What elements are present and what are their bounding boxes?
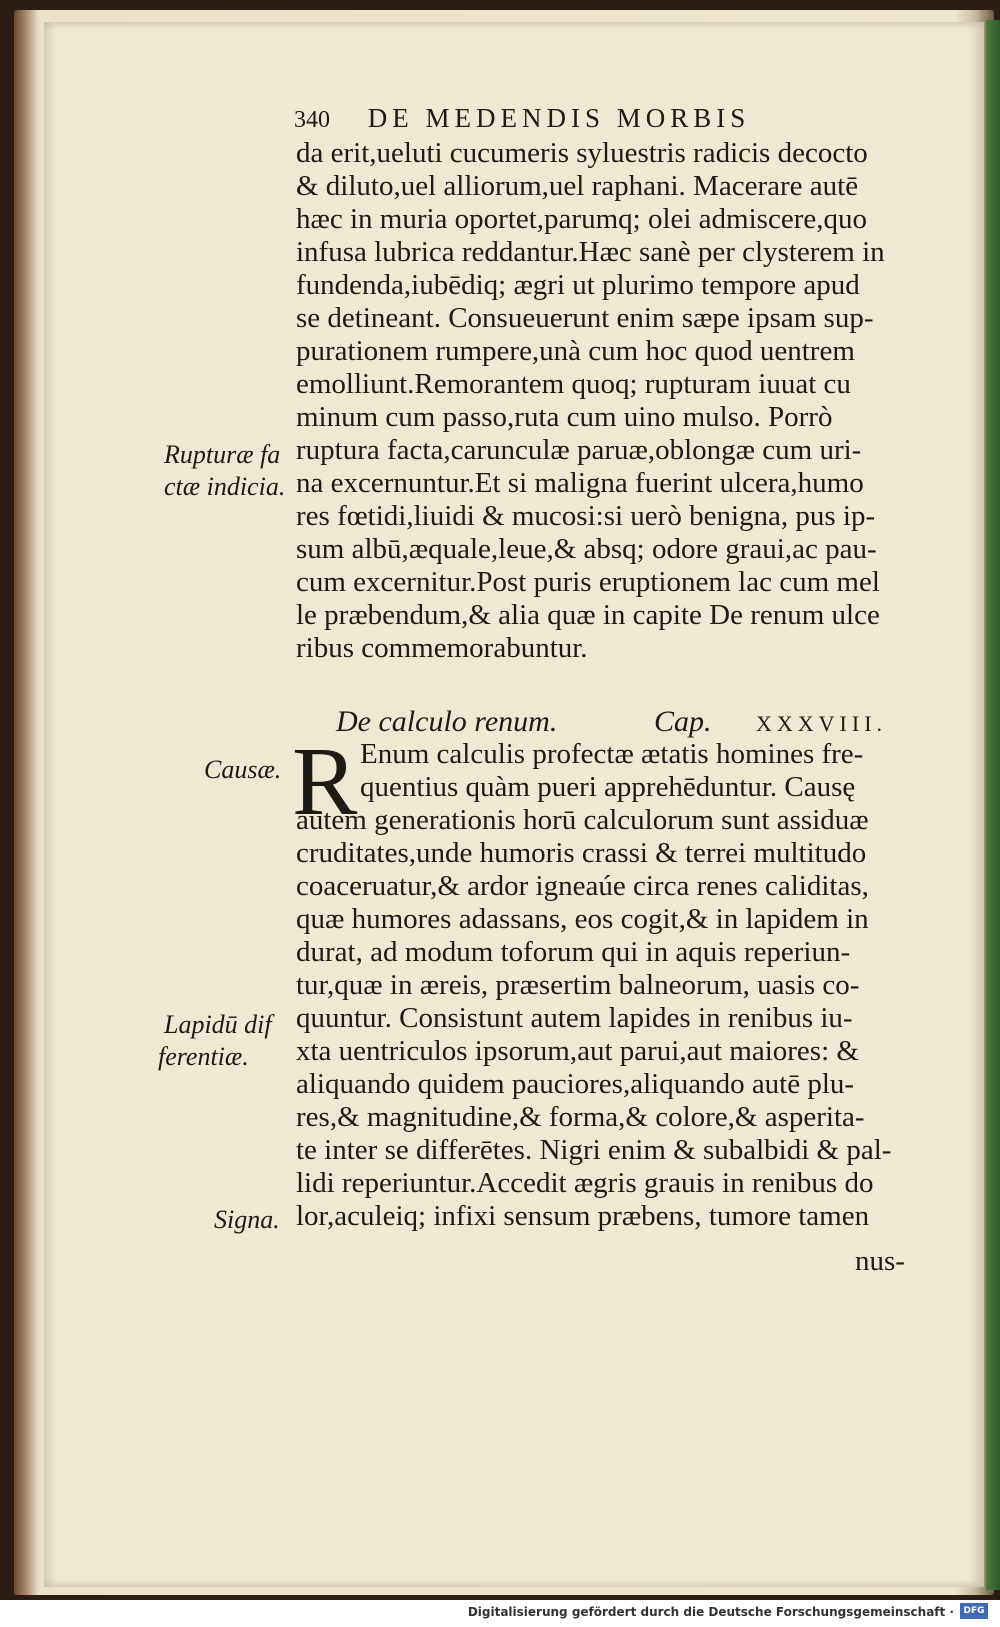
text-line: quæ humores adassans, eos cogit,& in lapidem in bbox=[296, 903, 869, 935]
text-line: ribus commemorabuntur. bbox=[296, 632, 588, 664]
text-line: res,& magnitudine,& forma,& colore,& asperita- bbox=[296, 1101, 865, 1133]
text-line: minum cum passo,ruta cum uino mulso. Porrò bbox=[296, 401, 833, 433]
text-line: quentius quàm pueri apprehēduntur. Causę bbox=[360, 771, 856, 803]
text-line: res fœtidi,liuidi & mucosi:si uerò benigna, pus ip- bbox=[296, 500, 876, 532]
text-line: durat, ad modum toforum qui in aquis reperiun- bbox=[296, 936, 851, 968]
text-line: se detineant. Consueuerunt enim sæpe ipsam sup- bbox=[296, 302, 874, 334]
footer-bar bbox=[0, 1601, 1000, 1627]
text-line: autem generationis horū calculorum sunt assiduæ bbox=[296, 804, 869, 836]
text-line: infusa lubrica reddantur.Hæc sanè per clysterem in bbox=[296, 236, 885, 268]
margin-note: ctæ indicia. bbox=[164, 472, 286, 501]
text-line: cruditates,unde humoris crassi & terrei multitudo bbox=[296, 837, 867, 869]
chapter-title: De calculo renum. bbox=[336, 705, 558, 738]
text-line: te inter se differētes. Nigri enim & subalbidi & pal- bbox=[296, 1134, 892, 1166]
text-line: aliquando quidem pauciores,aliquando autē plu- bbox=[296, 1068, 855, 1100]
text-line: & diluto,uel alliorum,uel raphani. Macerare autē bbox=[296, 170, 859, 202]
chapter-number: XXXVIII. bbox=[756, 711, 888, 736]
margin-note: Signa. bbox=[214, 1205, 280, 1234]
text-line: xta uentriculos ipsorum,aut parui,aut maiores: & bbox=[296, 1035, 859, 1067]
text-line: tur,quæ in æreis, præsertim balneorum, uasis co- bbox=[296, 969, 860, 1001]
text-line: Enum calculis profectæ ætatis homines fre- bbox=[360, 738, 864, 770]
text-line: fundenda,iubēdiq; ægri ut plurimo tempore apud bbox=[296, 269, 860, 301]
text-line: cum excernitur.Post puris eruptionem lac cum mel bbox=[296, 566, 880, 598]
catchword: nus- bbox=[855, 1245, 905, 1277]
running-title: DE MEDENDIS MORBIS bbox=[367, 103, 751, 133]
color-strip bbox=[986, 20, 1000, 1590]
text-line: lor,aculeiq; infixi sensum præbens, tumore tamen bbox=[296, 1200, 870, 1232]
text-line: emolliunt.Remorantem quoq; rupturam iuuat cu bbox=[296, 368, 851, 400]
text-line: ruptura facta,carunculæ paruæ,oblongæ cum uri- bbox=[296, 434, 862, 466]
text-line: da erit,ueluti cucumeris syluestris radicis decocto bbox=[296, 137, 868, 169]
chapter-cap-label: Cap. bbox=[654, 705, 712, 738]
text-line: hæc in muria oportet,parumq; olei admiscere,quo bbox=[296, 203, 867, 235]
margin-note: ferentiæ. bbox=[158, 1042, 249, 1071]
text-line: lidi reperiuntur.Accedit ægris grauis in renibus do bbox=[296, 1167, 874, 1199]
margin-note: Lapidū dif bbox=[164, 1010, 272, 1039]
page-number: 340 bbox=[294, 107, 330, 133]
text-line: quuntur. Consistunt autem lapides in renibus iu- bbox=[296, 1002, 853, 1034]
text-line: le præbendum,& alia quæ in capite De renum ulce bbox=[296, 599, 880, 631]
text-line: na excernuntur.Et si maligna fuerint ulcera,humo bbox=[296, 467, 864, 499]
text-line: sum albū,æquale,leue,& absq; odore graui,ac pau- bbox=[296, 533, 877, 565]
text-line: purationem rumpere,unà cum hoc quod uentrem bbox=[296, 335, 855, 367]
margin-note: Rupturæ fa bbox=[164, 440, 281, 469]
drop-capital: R bbox=[292, 728, 358, 836]
dfg-logo: DFG bbox=[960, 1603, 988, 1619]
text-line: coaceruatur,& ardor igneaúe circa renes caliditas, bbox=[296, 870, 869, 902]
margin-note: Causæ. bbox=[204, 755, 282, 784]
footer-credit: Digitalisierung gefördert durch die Deutsche Forschungsgemeinschaft · bbox=[467, 1605, 954, 1619]
running-header bbox=[294, 103, 834, 137]
